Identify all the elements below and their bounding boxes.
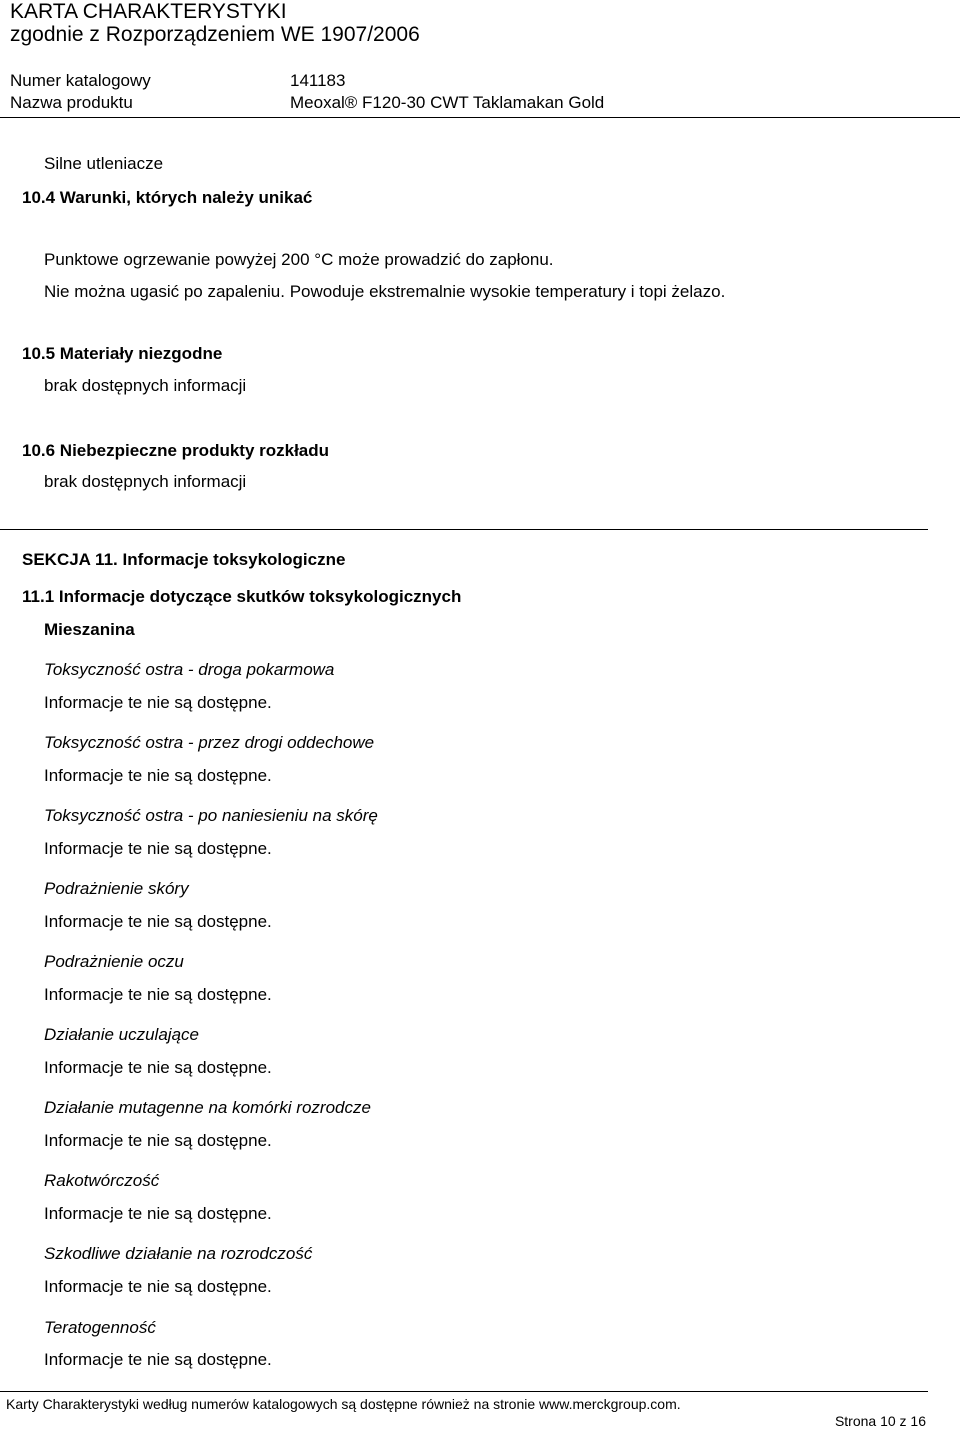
paragraph-10-4-line1: Punktowe ogrzewanie powyżej 200 °C może prowadzić do zapłonu. [44,250,554,269]
tox-item-value: Informacje te nie są dostępne. [44,985,272,1004]
tox-item-value: Informacje te nie są dostępne. [44,1277,272,1296]
section-divider [0,529,928,530]
strong-oxidizers-text: Silne utleniacze [44,154,164,173]
paragraph-10-6: brak dostępnych informacji [44,472,247,491]
tox-item-value: Informacje te nie są dostępne. [44,1058,272,1077]
paragraph-10-5: brak dostępnych informacji [44,376,247,395]
heading-10-5: 10.5 Materiały niezgodne [22,344,223,363]
page-number: Strona 10 z 16 [834,1413,926,1429]
tox-item-value: Informacje te nie są dostępne. [44,766,272,785]
document-subtitle: zgodnie z Rozporządzeniem WE 1907/2006 [10,23,420,46]
tox-item-label: Szkodliwe działanie na rozrodczość [44,1244,313,1263]
heading-11-1: 11.1 Informacje dotyczące skutków toksykologicznych [22,587,462,606]
product-name-label: Nazwa produktu [10,93,133,112]
tox-item-label: Podrażnienie oczu [44,952,184,971]
tox-item-label: Działanie uczulające [44,1025,199,1044]
tox-item-label: Teratogenność [44,1318,156,1337]
tox-item-value: Informacje te nie są dostępne. [44,1204,272,1223]
catalog-number-label: Numer katalogowy [10,71,151,90]
section-11-title: SEKCJA 11. Informacje toksykologiczne [22,550,346,569]
paragraph-10-4-line2: Nie można ugasić po zapaleniu. Powoduje ekstremalnie wysokie temperatury i topi żelazo. [44,282,726,301]
tox-item-value: Informacje te nie są dostępne. [44,912,272,931]
product-name-value: Meoxal® F120-30 CWT Taklamakan Gold [290,93,605,112]
footer-note: Karty Charakterystyki według numerów katalogowych są dostępne również na stronie www.merckgroup.com. [6,1396,681,1412]
mixture-label: Mieszanina [44,620,135,639]
tox-item-label: Toksyczność ostra - po naniesieniu na skórę [44,806,378,825]
tox-item-value: Informacje te nie są dostępne. [44,839,272,858]
tox-item-label: Działanie mutagenne na komórki rozrodcze [44,1098,371,1117]
heading-10-4: 10.4 Warunki, których należy unikać [22,188,313,207]
tox-item-value: Informacje te nie są dostępne. [44,1350,272,1369]
tox-item-value: Informacje te nie są dostępne. [44,693,272,712]
document-title: KARTA CHARAKTERYSTYKI [10,0,287,23]
heading-10-6: 10.6 Niebezpieczne produkty rozkładu [22,441,330,460]
footer-divider [0,1391,928,1392]
tox-item-label: Podrażnienie skóry [44,879,189,898]
tox-item-label: Rakotwórczość [44,1171,160,1190]
header-divider [0,117,960,118]
catalog-number-value: 141183 [290,71,346,90]
tox-item-value: Informacje te nie są dostępne. [44,1131,272,1150]
tox-item-label: Toksyczność ostra - droga pokarmowa [44,660,335,679]
tox-item-label: Toksyczność ostra - przez drogi oddechowe [44,733,375,752]
